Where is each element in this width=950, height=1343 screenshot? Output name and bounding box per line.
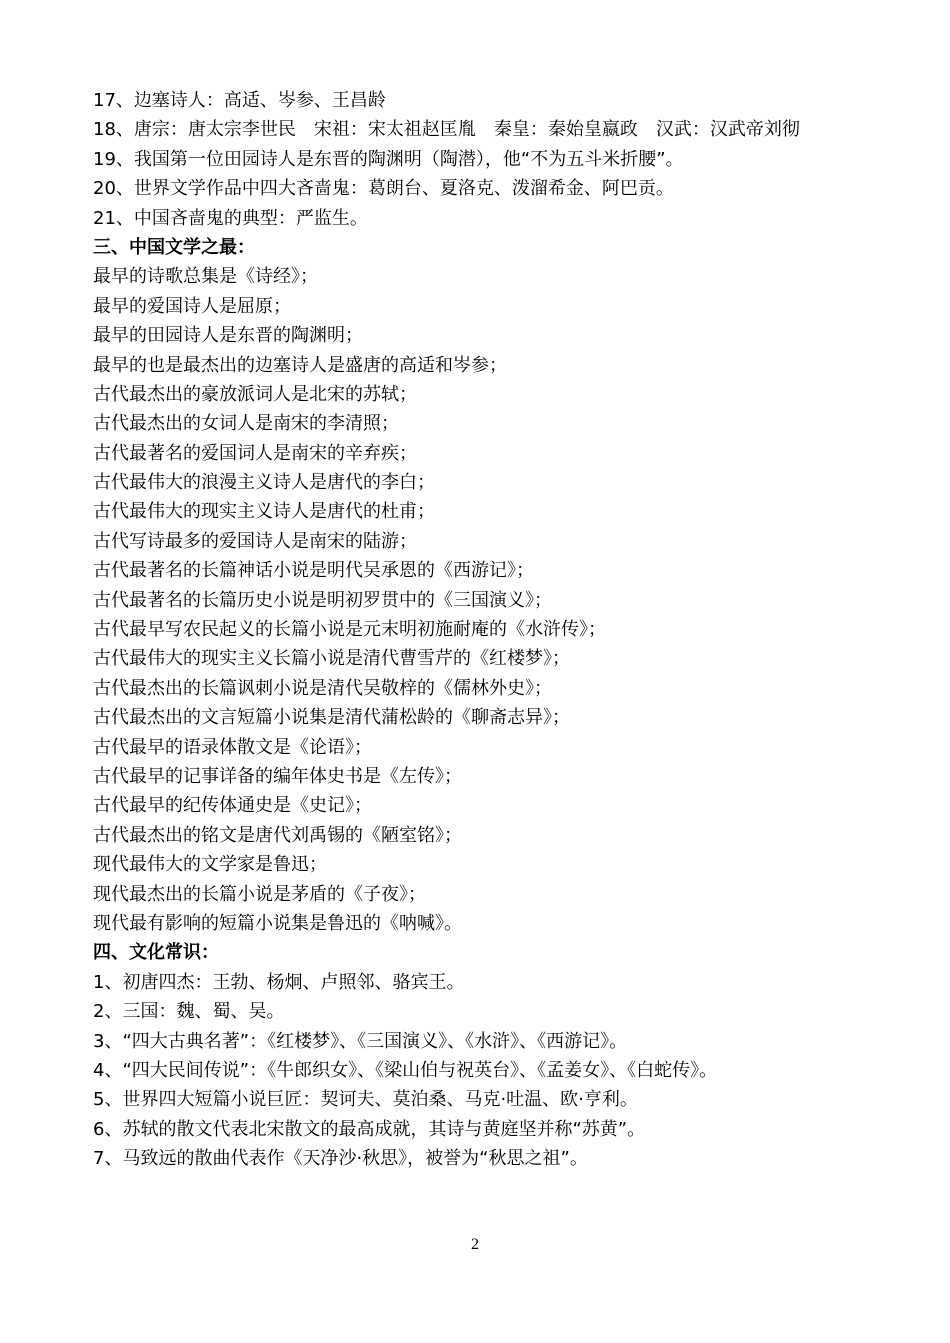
list-item: 18、唐宗：唐太宗李世民 宋祖：宋太祖赵匡胤 秦皇：秦始皇嬴政 汉武：汉武帝刘彻: [93, 119, 800, 141]
list-item: 2、三国：魏、蜀、吴。: [93, 1001, 285, 1023]
list-item: 7、马致远的散曲代表作《天净沙·秋思》，被誉为“秋思之祖”。: [93, 1148, 588, 1170]
page-content: [93, 86, 913, 1173]
list-item: 古代最伟大的浪漫主义诗人是唐代的李白；: [93, 472, 435, 494]
section-heading-cultural-knowledge: 四、文化常识：: [93, 942, 219, 964]
list-item: 最早的田园诗人是东晋的陶渊明；: [93, 325, 363, 347]
list-item: 古代最伟大的现实主义长篇小说是清代曹雪芹的《红楼梦》；: [93, 648, 570, 670]
list-item: 21、中国吝啬鬼的典型：严监生。: [93, 207, 368, 229]
list-item: 古代最早写农民起义的长篇小说是元末明初施耐庵的《水浒传》；: [93, 619, 606, 641]
list-item: 古代最伟大的现实主义诗人是唐代的杜甫；: [93, 501, 435, 523]
list-item: 古代最杰出的铭文是唐代刘禹锡的《陋室铭》；: [93, 824, 462, 846]
list-item: 古代最著名的长篇历史小说是明初罗贯中的《三国演义》；: [93, 589, 552, 611]
list-item: 4、“四大民间传说”：《牛郎织女》、《梁山伯与祝英台》、《孟姜女》、《白蛇传》。: [93, 1059, 718, 1081]
list-item: 古代最杰出的文言短篇小说集是清代蒲松龄的《聊斋志异》；: [93, 707, 570, 729]
list-item: 古代最杰出的长篇讽刺小说是清代吴敬梓的《儒林外史》；: [93, 677, 552, 699]
list-item: 古代最著名的长篇神话小说是明代吴承恩的《西游记》；: [93, 560, 534, 582]
list-item: 17、边塞诗人：高适、岑参、王昌龄: [93, 90, 386, 111]
list-item: 最早的爱国诗人是屈原；: [93, 295, 291, 317]
list-item: 古代最早的纪传体通史是《史记》；: [93, 795, 372, 817]
list-item: 最早的诗歌总集是《诗经》；: [93, 266, 318, 288]
list-item: 6、苏轼的散文代表北宋散文的最高成就，其诗与黄庭坚并称“苏黄”。: [93, 1118, 646, 1140]
list-item: 古代最早的记事详备的编年体史书是《左传》；: [93, 765, 462, 787]
list-item: 古代最杰出的女词人是南宋的李清照；: [93, 413, 399, 435]
list-item: 1、初唐四杰：王勃、杨炯、卢照邻、骆宾王。: [93, 971, 465, 993]
list-item: 最早的也是最杰出的边塞诗人是盛唐的高适和岑参；: [93, 354, 507, 376]
list-item: 现代最有影响的短篇小说集是鲁迅的《呐喊》。: [93, 912, 462, 934]
list-item: 现代最伟大的文学家是鲁迅；: [93, 854, 327, 876]
list-item: 现代最杰出的长篇小说是茅盾的《子夜》；: [93, 883, 426, 905]
list-item: 5、世界四大短篇小说巨匠：契诃夫、莫泊桑、马克·吐温、欧·亨利。: [93, 1089, 638, 1111]
list-item: 3、“四大古典名著”：《红楼梦》、《三国演义》、《水浒》、《西游记》。: [93, 1030, 628, 1052]
page-number: 2: [471, 1236, 479, 1253]
list-item: 19、我国第一位田园诗人是东晋的陶渊明（陶潜），他“不为五斗米折腰”。: [93, 148, 684, 170]
list-item: 古代最早的语录体散文是《论语》；: [93, 736, 372, 758]
list-item: 20、世界文学作品中四大吝啬鬼：葛朗台、夏洛克、泼溜希金、阿巴贡。: [93, 178, 674, 200]
list-item: 古代最杰出的豪放派词人是北宋的苏轼；: [93, 383, 417, 405]
section-heading-literature-firsts: 三、中国文学之最：: [93, 236, 255, 258]
list-item: 古代最著名的爱国词人是南宋的辛弃疾；: [93, 442, 417, 464]
list-item: 古代写诗最多的爱国诗人是南宋的陆游；: [93, 530, 417, 552]
